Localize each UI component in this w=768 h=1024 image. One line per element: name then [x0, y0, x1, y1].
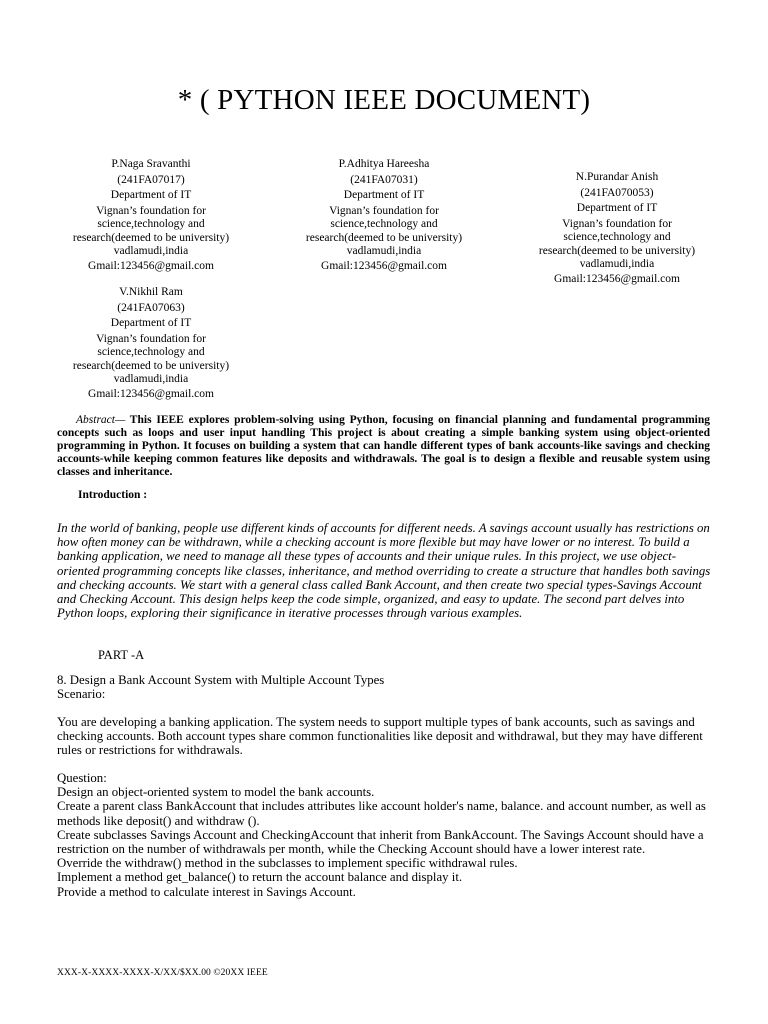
author-institution: Vignan’s foundation for	[96, 205, 206, 218]
author-id: (241FA07017)	[117, 173, 185, 186]
author-email: Gmail:123456@gmail.com	[88, 388, 214, 401]
author-department: Department of IT	[110, 317, 192, 330]
question-item: Create subclasses Savings Account and CheckingAccount that inherit from BankAccount. The Savings Account should have a restriction on the number of withdrawals per month, while the Checking Account should have a lower interest rate.	[57, 827, 704, 857]
author-institution: research(deemed to be university)	[72, 231, 230, 244]
abstract-label: Abstract—	[76, 414, 126, 426]
author-department: Department of IT	[576, 202, 658, 215]
author-id: (241FA07063)	[117, 301, 185, 314]
question-section	[57, 771, 713, 899]
author-email: Gmail:123456@gmail.com	[321, 260, 447, 273]
question-item: Create a parent class BankAccount that includes attributes like account holder's name, balance. and account number, as well as methods like deposit() and withdraw ().	[57, 799, 706, 828]
author-city: vadlamudi,india	[579, 257, 655, 270]
author-institution: Vignan’s foundation for	[562, 218, 672, 231]
question-item: Provide a method to calculate interest in Savings Account.	[57, 884, 356, 899]
author-name: N.Purandar Anish	[575, 171, 659, 183]
author-name: P.Adhitya Hareesha	[338, 158, 430, 170]
author-id: (241FA07031)	[350, 173, 418, 186]
author-city: vadlamudi,india	[346, 244, 422, 257]
author-city: vadlamudi,india	[113, 372, 189, 385]
author-institution: Vignan’s foundation for	[96, 333, 206, 346]
part-a-heading: PART -A	[98, 648, 145, 662]
author-email: Gmail:123456@gmail.com	[554, 273, 680, 286]
author-institution: research(deemed to be university)	[305, 231, 463, 244]
author-block-2	[284, 158, 484, 274]
question-label: Question:	[57, 771, 107, 785]
author-city: vadlamudi,india	[113, 244, 189, 257]
scenario-label: Scenario:	[57, 687, 106, 702]
scenario-text: You are developing a banking application. The system needs to support multiple types of bank accounts, such as savings and checking accounts. Both account types share common functionalities like deposit and withdrawal, but they may have different rules or restrictions for withdrawals.	[57, 715, 703, 758]
author-institution: science,technology and	[97, 346, 205, 359]
problem-title: 8. Design a Bank Account System with Multiple Account Types	[57, 673, 385, 687]
author-institution: science,technology and	[97, 218, 205, 231]
introduction-body: In the world of banking, people use different kinds of accounts for different needs. A savings account usually has restrictions on how often money can be withdrawn, while a checking account is more flexible but may have lower or no interest. To build a banking application, we need to manage all these types of accounts and their unique rules. In this project, we use object-oriented programming concepts like classes, inheritance, and method overriding to create a structure that handles both savings and checking accounts. We start with a general class called Bank Account, and then create two special types-Savings Account and Checking Account. This design helps keep the code simple, organized, and easy to update. The second part delves into Python loops, exploring their significance in iterative processes through various examples.	[57, 521, 711, 621]
author-institution: research(deemed to be university)	[72, 359, 230, 372]
question-item: Override the withdraw() method in the subclasses to implement specific withdrawal rules.	[57, 856, 518, 871]
author-block-4	[51, 286, 251, 402]
abstract	[57, 414, 710, 479]
author-block-3	[517, 171, 717, 287]
introduction-heading: Introduction :	[78, 489, 148, 501]
author-institution: science,technology and	[330, 218, 438, 231]
author-name: P.Naga Sravanthi	[111, 158, 191, 170]
author-name: V.Nikhil Ram	[119, 286, 183, 298]
author-institution: science,technology and	[563, 231, 671, 244]
abstract-text: This IEEE explores problem-solving using Python, focusing on financial planning and fundamental programming concepts such as loops and user input handling This project is about creating a simple banking system using object-oriented programming in Python. It focuses on building a system that can handle different types of bank accounts-like savings and checking accounts-while keeping common features like deposits and withdrawals. The goal is to design a flexible and reusable system using classes and inheritance.	[57, 414, 710, 478]
author-institution: research(deemed to be university)	[538, 244, 696, 257]
problem-header	[57, 673, 713, 701]
author-department: Department of IT	[110, 189, 192, 202]
author-institution: Vignan’s foundation for	[329, 205, 439, 218]
footer-copyright: XXX-X-XXXX-XXXX-X/XX/$XX.00 ©20XX IEEE	[57, 968, 268, 978]
document-title: * ( PYTHON IEEE DOCUMENT)	[177, 84, 591, 116]
author-email: Gmail:123456@gmail.com	[88, 260, 214, 273]
question-item: Implement a method get_balance() to return the account balance and display it.	[57, 870, 463, 885]
question-item: Design an object-oriented system to model the bank accounts.	[57, 785, 375, 800]
author-id: (241FA070053)	[580, 186, 654, 199]
author-block-1	[51, 158, 251, 274]
author-department: Department of IT	[343, 189, 425, 202]
